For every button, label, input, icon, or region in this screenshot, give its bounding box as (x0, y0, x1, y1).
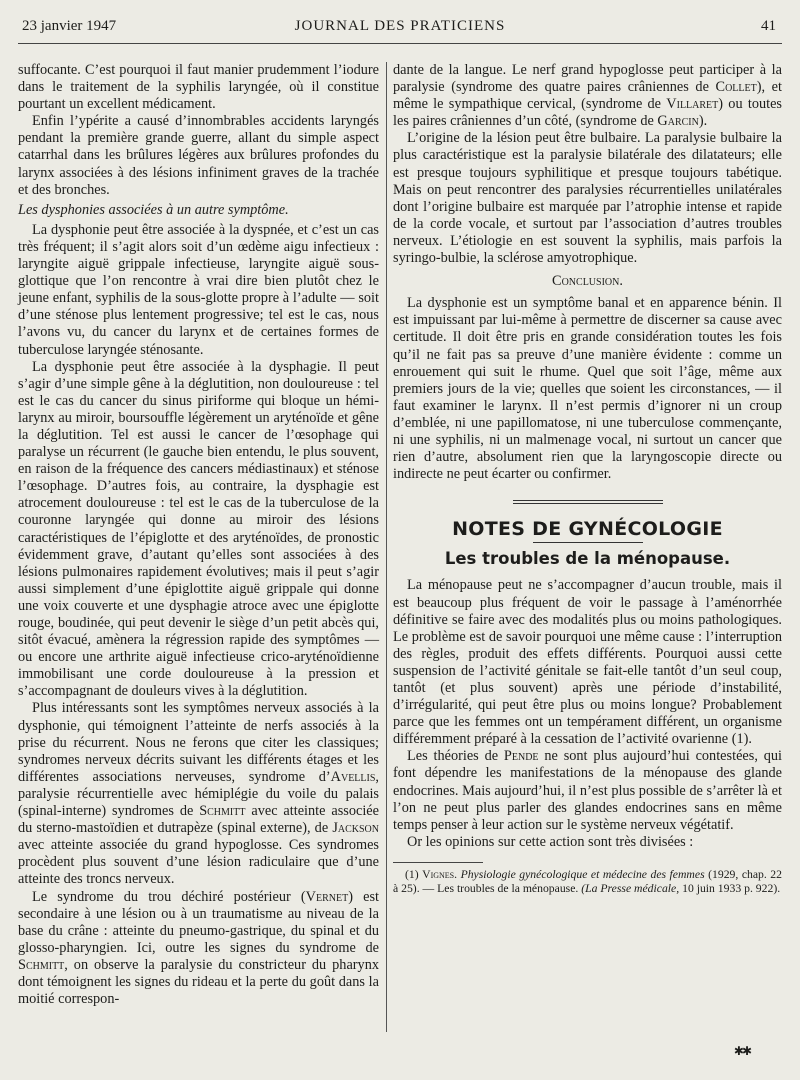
header-rule (18, 43, 782, 44)
author-name: Pende (503, 748, 539, 765)
paragraph: Les théories de Pende ne sont plus aujourd’hui contestées, qui font dépendre les manifestations de la ménopause des glande endocrines. Mais aujourd’hui, il n’est plus possible de s’arrêter là et l’on ne peut plus parler des glandes endocrines sans en même temps penser à leur action sur le système nerveux végétatif. (393, 748, 782, 833)
header-journal-title: JOURNAL DES PRATICIENS (294, 18, 506, 34)
author-name: Vignes (422, 867, 455, 881)
right-column (393, 62, 782, 896)
section-title: NOTES DE GYNÉCOLOGIE (452, 518, 723, 541)
paragraph: La dysphonie peut être associée à la dyspnée, et c’est un cas très fréquent; il s’agit alors soit d’un œdème aigu infectieux : laryngite aiguë grippale infectieuse, laryngite aiguë sous-glottique que l’on rencontre à vrai dire bien plutôt chez le jeune enfant, syphilis de la sous-glotte propre à l’adulte — soit d’une sténose plus lentement progressive; tel est le cas, nous l’avons vu, du cancer du larynx et de certaines formes de tuberculose laryngée sténosante. (18, 221, 379, 358)
author-name: Collet (715, 79, 757, 96)
author-name: Schmitt (199, 803, 246, 820)
paragraph: suffocante. C’est pourquoi il faut manier prudemment l’iodure dans le traitement de la syphilis laryngée, où il constitue pourtant un excellent médicament. (18, 62, 379, 113)
footnote: (1) Vignes. Physiologie gynécologique et médecine des femmes (1929, chap. 22 à 25). — Les troubles de la ménopause. (La Presse médicale, 10 juin 1933 p. 922). (393, 867, 782, 895)
paragraph: La dysphonie peut être associée à la dysphagie. Il peut s’agir d’une simple gêne à la déglutition, non douloureuse : tel est le cas du cancer du sinus piriforme qui bloque un hémi-larynx au miroir, boursouffle légèrement un aryténoïde et gêne la déglutition. Tel est aussi le cancer de l’œsophage qui paralyse un récurrent (le gauche bien entendu, le plus souvent, en raison de la fréquence des cancers médiastinaux) et sténose l’œsophage. D’autres fois, au contraire, la dysphagie est atrocement douloureuse : tel est le cas de la tuberculose de la couronne laryngée qui donne au miroir des lésions caractéristiques de l’épiglotte et des aryténoïdes, de pronostic évidemment grave, d’autant qu’elles sont associées à des lésions pulmonaires rapidement évolutives; mais il peut s’agir aussi simplement d’une épiglottite aiguë grippale qui donne une voix couverte et une dysphagie atroce avec une épiglotte rouge, boudinée, qui peut devenir le siège d’un petit abcès qui, sitôt évacué, amènera la régression rapide des symptômes — ou encore une arthrite aiguë infectieuse crico-aryténoïdienne immobilisant une corde douloureuse à la pression et s’accompagnant de douleurs vives à la déglutition. (18, 358, 379, 700)
book-title: Physiologie gynécologique et médecine des femmes (460, 867, 705, 881)
conclusion-heading: Conclusion. (552, 273, 623, 290)
left-column (18, 62, 379, 1008)
section-rule (533, 542, 643, 543)
paragraph: Plus intéressants sont les symptômes nerveux associés à la dysphonie, qui témoignent l’atteinte de nerfs associés à la prise du récurrent. Nous ne ferons que citer les classiques; syndromes nerveux décrits suivant les différents étages et les différentes associations nerveuses, syndrome d’Avellis, paralysie récurrentielle avec hémiplégie du voile du palais (spinal-interne) syndromes de Schmitt avec atteinte associée du sterno-mastoïdien et dutrapèze (spinal externe), de Jackson avec atteinte associée du grand hypoglosse. Ces syndromes procèdent plus souvent d’une lésion radiculaire que d’une atteinte des troncs nerveux. (18, 700, 379, 888)
article-title: Les troubles de la ménopause. (444, 549, 731, 569)
author-name: Villaret (666, 96, 719, 113)
subheading: Les dysphonies associées à un autre symptôme. (18, 201, 289, 218)
paragraph: Le syndrome du trou déchiré postérieur (Vernet) est secondaire à une lésion ou à un traumatisme au niveau de la base du crâne : atteinte du pneumo-gastrique, du spinal et du glosso-pharyngien. Ici, outre les signes du syndrome de Schmitt, on observe la paralysie du constricteur du pharynx dont témoignent les signes du rideau et la perte du goût dans la moitié correspon- (18, 888, 380, 1008)
page-header (22, 18, 778, 40)
paragraph: dante de la langue. Le nerf grand hypoglosse peut participer à la paralysie (syndrome des quatre paires crâniennes de Collet), et même le sympathique cervical, (syndrome de Villaret) ou toutes les paires crâniennes d’un côté, (syndrome de Garcin). (393, 62, 782, 130)
author-name: Vernet (305, 888, 349, 905)
paragraph: La ménopause peut ne s’accompagner d’aucun trouble, mais il est beaucoup plus fréquent de voir le passage à l’aménorrhée définitive se faire avec des modalités plus ou moins pathologiques. Le problème est de savoir pourquoi une même cause : l’interruption des règles, produit des effets différents. Pourquoi aussi cette suspension de l’activité génitale se fait-elle tantôt d’un seul coup, tantôt (et plus souvent) après une période d’instabilité, d’irrégularité, qui peut être plus ou moins longue? Probablement parce que les femmes ont un tempérament différent, un organisme différemment préparé à la cessation de l’activité ovarienne (1). (393, 577, 782, 748)
author-name: Garcin (657, 113, 699, 130)
author-name: Schmitt (18, 956, 65, 973)
author-name: Jackson (332, 820, 379, 837)
printer-mark: ✱✱ (733, 1044, 750, 1058)
paragraph: L’origine de la lésion peut être bulbaire. La paralysie bulbaire la plus caractéristique est la paralysie bilatérale des dilatateurs; elle est presque toujours syphilitique et presque toujours tabétique. Mais on peut rencontrer des paralysies récurrentielles unilatérales dont l’origine bulbaire est marquée par l’atrophie intense et rapide de la corde vocale, et surtout par l’association d’autres troubles nerveux. L’étiologie en est souvent la syphilis, mais parfois la syringo-bulbie, la sclérose amyotrophique. (393, 130, 782, 267)
author-name: Avellis (330, 768, 376, 785)
header-page-number: 41 (761, 18, 776, 34)
journal-reference: (La Presse médicale, (581, 881, 680, 895)
column-divider (386, 62, 387, 1032)
paragraph: Enfin l’ypérite a causé d’innombrables accidents laryngés pendant la première grande guerre, allant du simple aspect catarrhal dans les brûlures légères aux brûlures profondes du larynx associées à des lésions infiniment graves de la trachée et des bronches. (18, 113, 379, 198)
section-separator (513, 500, 663, 504)
paragraph: Or les opinions sur cette action sont très divisées : (407, 833, 694, 850)
header-date: 23 janvier 1947 (22, 18, 117, 34)
paragraph: La dysphonie est un symptôme banal et en apparence bénin. Il est impuissant par lui-même à permettre de discerner sa cause avec certitude. Il doit être pris en grande considération toutes les fois qu’il ne fait pas sa preuve d’une manière évidente : comme un enrouement qui suit le rhume. Quel que soit l’âge, même aux premiers jours de la vie; quelles que soient les circonstances, — il faut examiner le larynx. Il n’est permis d’ignorer ni un croup d’emblée, ni une papillomatose, ni une tuberculose commençante, ni une syphilis, ni un malmenage vocal, ni surtout un cancer que rien d’autre, absolument rien que la laryngoscopie directe ou indirecte ne peut écarter ou confirmer. (393, 295, 782, 483)
footnote-rule (393, 862, 483, 863)
